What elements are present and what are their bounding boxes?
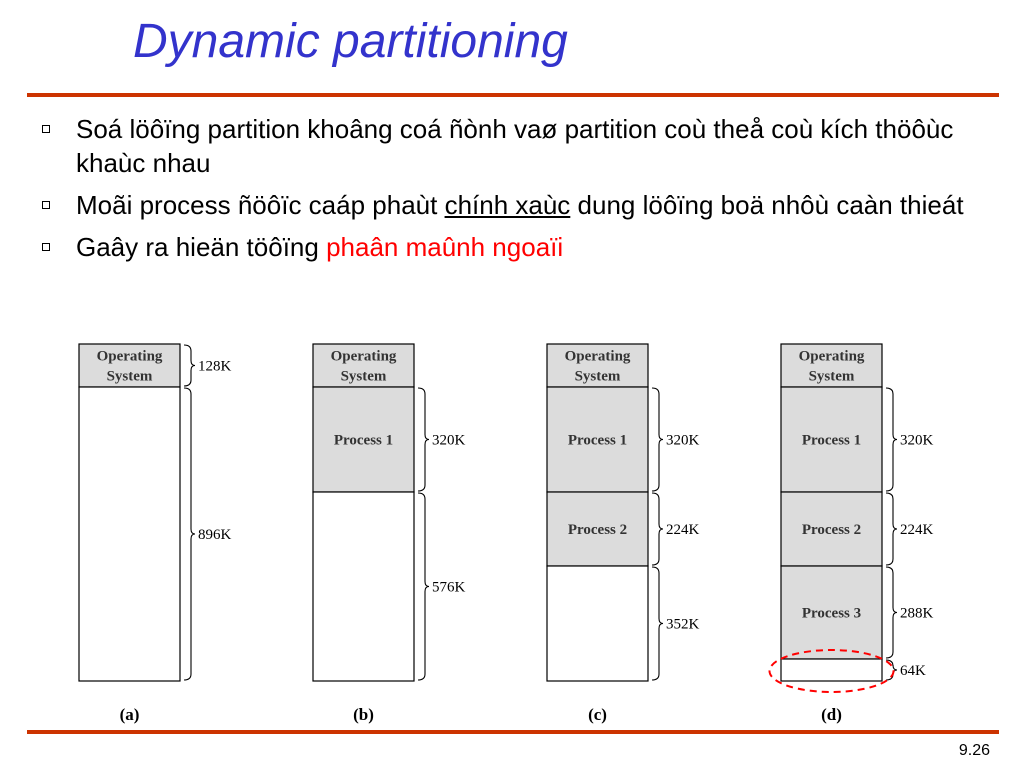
size-brace (886, 493, 897, 565)
bullet-text: Soá löôïng partition khoâng coá ñònh vaø partition coù theå coù kích thöôùc khaùc nhau (76, 114, 954, 178)
block-label: System (340, 368, 387, 385)
block-label: System (106, 368, 153, 385)
diagram-caption: (b) (353, 705, 374, 724)
size-label: 288K (900, 605, 934, 622)
bottom-divider (27, 730, 999, 734)
bullet-text-post: dung löôïng boä nhôù caàn thieát (570, 190, 964, 220)
diagram-caption: (a) (119, 705, 140, 724)
diagram-caption: (d) (821, 705, 842, 724)
memory-block (79, 387, 180, 681)
size-brace (184, 388, 195, 680)
block-label: Operating (96, 348, 163, 365)
size-brace (652, 567, 663, 680)
block-label: Operating (798, 348, 865, 365)
block-label: Process 3 (801, 605, 862, 622)
bullet-text-pre: Moãi process ñöôïc caáp phaùt (76, 190, 445, 220)
size-label: 64K (900, 663, 926, 679)
size-brace (184, 345, 195, 386)
slide-title: Dynamic partitioning (133, 15, 568, 68)
block-label: Process 2 (567, 522, 628, 538)
size-brace (886, 567, 897, 658)
size-label: 224K (900, 522, 934, 538)
size-label: 128K (198, 358, 232, 375)
size-brace (652, 388, 663, 491)
bullet-text-pre: Gaây ra hieän töôïng (76, 232, 327, 262)
size-label: 320K (666, 432, 700, 449)
block-label: Process 1 (333, 432, 394, 449)
block-label: System (574, 368, 621, 385)
size-label: 224K (666, 522, 700, 538)
size-label: 896K (198, 527, 232, 543)
block-label: Process 1 (567, 432, 628, 449)
diagram-caption: (c) (588, 705, 607, 724)
memory-block (313, 492, 414, 681)
block-label: Operating (330, 348, 397, 365)
underlined-text: chính xaùc (444, 190, 571, 220)
size-label: 352K (666, 616, 700, 633)
size-label: 576K (432, 579, 466, 596)
size-label: 320K (900, 432, 934, 449)
block-label: Operating (564, 348, 631, 365)
page-number: 9.26 (958, 742, 990, 759)
size-brace (886, 388, 897, 491)
highlighted-text: phaân maûnh ngoaïi (326, 232, 564, 262)
block-label: Process 2 (801, 522, 862, 538)
block-label: System (808, 368, 855, 385)
memory-block (781, 659, 882, 681)
size-brace (652, 493, 663, 565)
memory-block (547, 566, 648, 681)
size-brace (418, 388, 429, 491)
size-brace (418, 493, 429, 680)
size-label: 320K (432, 432, 466, 449)
block-label: Process 1 (801, 432, 862, 449)
